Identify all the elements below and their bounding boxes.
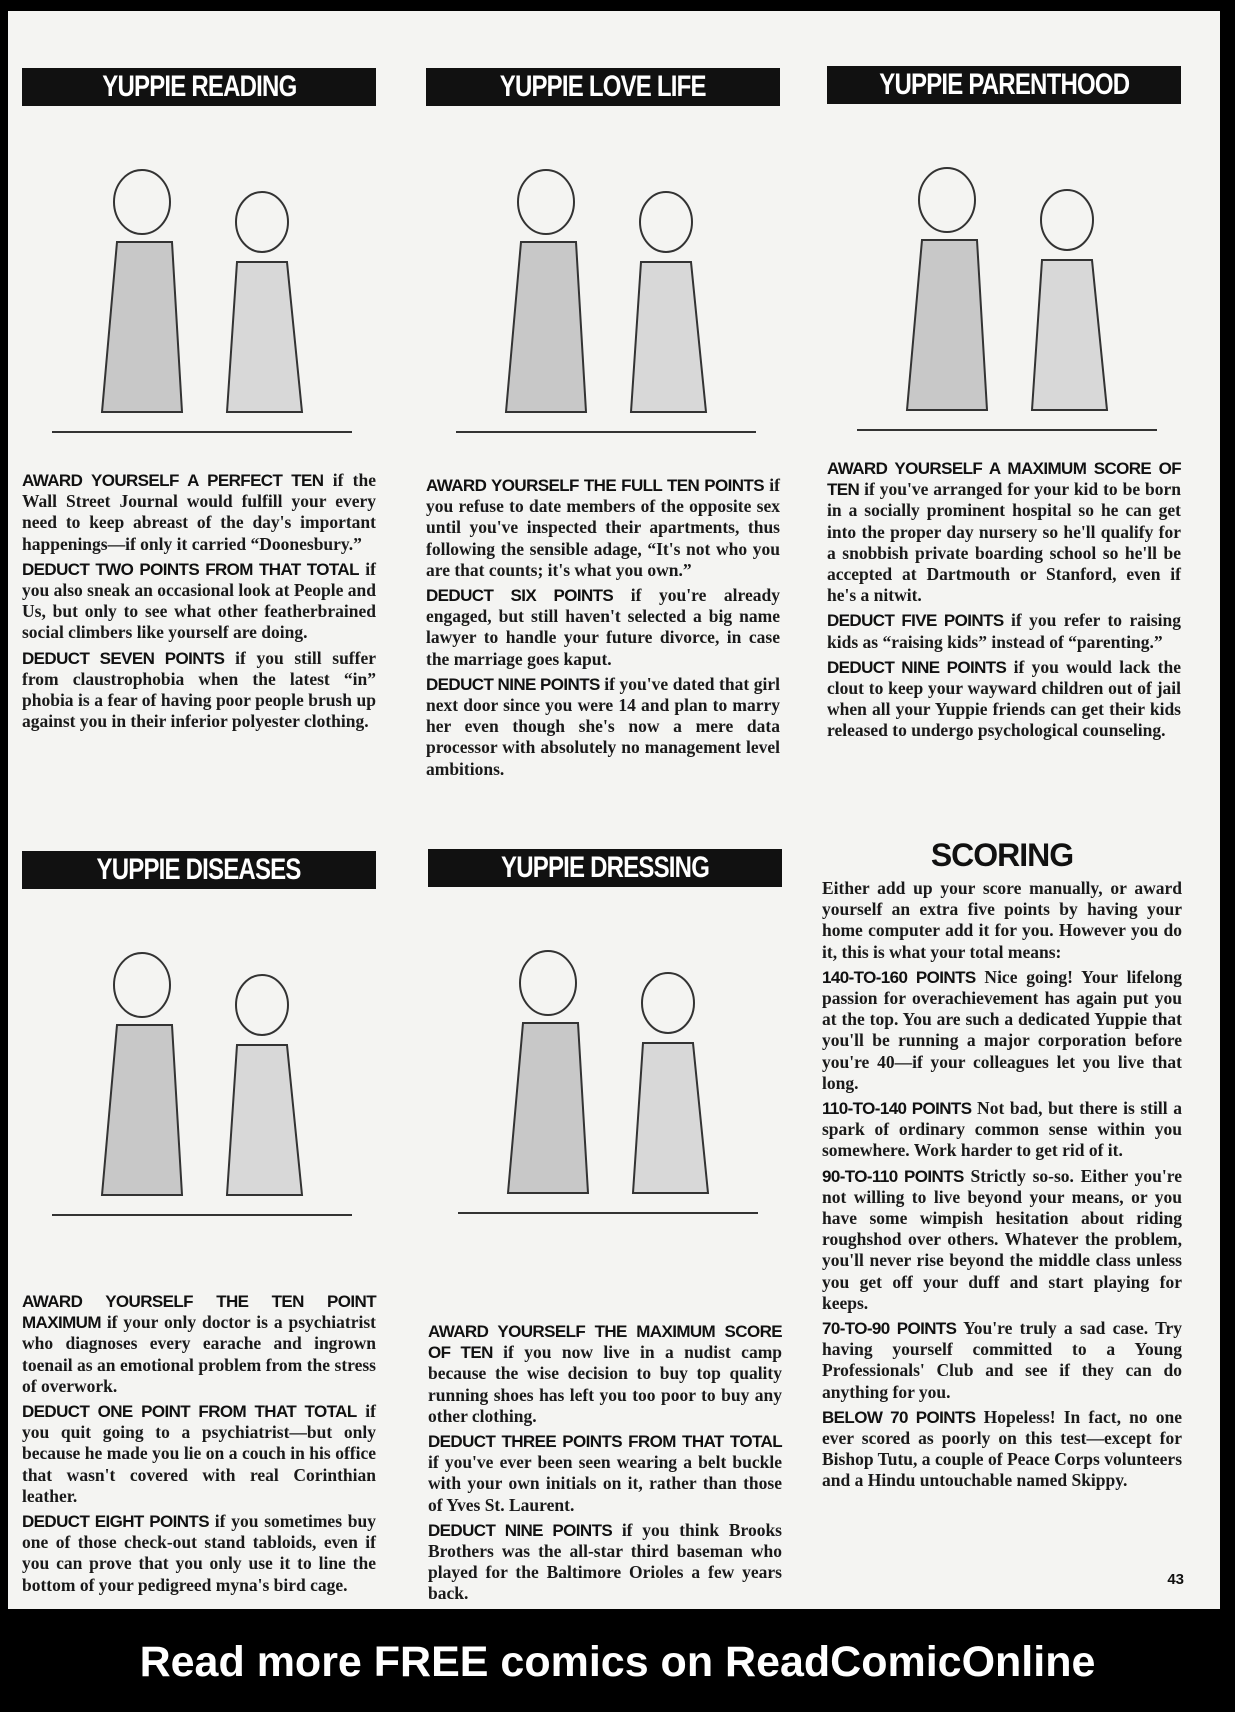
body-text: if you quit going to a psychiatrist—but only because he made you lie on a couch in his office that wasn't covered with real Corinthian leather. (22, 1401, 376, 1506)
paragraph (428, 1520, 782, 1605)
section-text (426, 475, 780, 780)
body-text: if your only doctor is a psychiatrist who diagnoses every earache and ingrown toenail as an emotional problem from the stress of overwork. (22, 1312, 376, 1396)
section-text (827, 458, 1181, 742)
lead-in: DEDUCT NINE POINTS (426, 674, 600, 694)
lead-in: DEDUCT NINE POINTS (428, 1520, 613, 1540)
section-yuppie-dressing (428, 849, 782, 1609)
lead-in: AWARD YOURSELF THE MAXIMUM SCORE OF TEN (428, 1322, 782, 1363)
body-text: You're truly a sad case. Try having yourself committed to a Young Professionals' Club and see if they can do anything for you. (822, 1318, 1183, 1402)
lead-in: DEDUCT SIX POINTS (426, 586, 614, 606)
paragraph (822, 967, 1182, 1094)
lead-in: DEDUCT ONE POINT FROM THAT TOTAL (22, 1402, 357, 1422)
section-header (22, 68, 376, 106)
lead-in: AWARD YOURSELF A MAXIMUM SCORE OF TEN (827, 459, 1181, 500)
scoring-text (822, 878, 1182, 1492)
paragraph (426, 475, 780, 581)
magazine-page (8, 11, 1220, 1609)
paragraph (822, 1318, 1182, 1403)
paragraph (827, 458, 1181, 606)
lead-in: DEDUCT THREE POINTS FROM THAT TOTAL (428, 1432, 782, 1452)
body-text: Nice going! Your lifelong passion for overachievement has again put you at the top. You are such a dedicated Yuppie that you'll be running a major corporation before you're 40—if your colleagues let you live that long. (822, 966, 1182, 1093)
lead-in: 110-TO-140 POINTS (822, 1099, 972, 1119)
body-text: Strictly so-so. Either you're not willing to live beyond your means, or you have some wimpish hesitation about riding roughshod over others. Whatever the problem, you'll never rise beyond the middle class unless you get off your duff and start playing for keeps. (822, 1165, 1182, 1313)
body-text: if you still suffer from claustrophobia when the latest “in” phobia is a fear of having poor people brush up against you in their inferior polyester clothing. (22, 647, 376, 732)
cartoon-illustration (22, 112, 376, 462)
lead-in: DEDUCT TWO POINTS FROM THAT TOTAL (22, 559, 359, 579)
lead-in: DEDUCT NINE POINTS (827, 657, 1007, 677)
section-title: YUPPIE DISEASES (96, 853, 302, 886)
body-text: if you also sneak an occasional look at People and Us, but only to see what other featherbrained social climbers like yourself are doing. (22, 558, 376, 643)
body-text: if you think Brooks Brothers was the all-star third baseman who played for the Baltimore Orioles a few years back. (428, 1519, 782, 1604)
body-text: if you've dated that girl next door since you were 14 and plan to marry her even though she's now a mere data processor with absolutely no management level ambitions. (426, 673, 780, 779)
section-header (426, 68, 780, 106)
lead-in: BELOW 70 POINTS (822, 1407, 976, 1427)
section-yuppie-love-life (426, 68, 780, 784)
body-text: Not bad, but there is still a spark of ordinary common sense within you somewhere. Work harder to get rid of it. (822, 1098, 1182, 1161)
lead-in: AWARD YOURSELF A PERFECT TEN (22, 471, 324, 490)
lead-in: DEDUCT SEVEN POINTS (22, 648, 225, 668)
body-text: if you refuse to date members of the opposite sex until you've inspected their apartments, thus following the sensible adage, “It's not who you are that counts; it's what you own.” (426, 475, 780, 580)
paragraph (428, 1431, 782, 1516)
section-yuppie-parenthood (827, 66, 1181, 746)
lead-in: 90-TO-110 POINTS (822, 1166, 964, 1186)
body-text: Hopeless! In fact, no one ever scored as poorly on this test—except for Bishop Tutu, a couple of Peace Corps volunteers and a Hindu untouchable named Skippy. (822, 1406, 1182, 1491)
paragraph (822, 1098, 1182, 1162)
body-text: if the Wall Street Journal would fulfill your every need to keep abreast of the day's important happenings—if only it carried “Doonesbury.” (22, 470, 376, 554)
paragraph (822, 1166, 1182, 1314)
section-title: YUPPIE DRESSING (500, 851, 710, 884)
section-yuppie-diseases (22, 851, 376, 1600)
section-text (22, 1291, 376, 1596)
body-text: if you've ever been seen wearing a belt buckle with your own initials on it, rather than those of Yves St. Laurent. (428, 1452, 782, 1515)
paragraph (822, 1407, 1182, 1492)
paragraph (22, 1511, 376, 1596)
scoring-intro: Either add up your score manually, or award yourself an extra five points by having your home computer add it for you. However you do it, this is what your total means: (822, 878, 1182, 962)
body-text: if you would lack the clout to keep your wayward children out of jail when all your Yuppie friends can get their kids released to undergo psychological counseling. (827, 656, 1181, 741)
paragraph (22, 470, 376, 555)
section-header (827, 66, 1181, 104)
promo-banner[interactable]: Read more FREE comics on ReadComicOnline (139, 1638, 1096, 1686)
section-title: YUPPIE LOVE LIFE (500, 70, 706, 103)
section-title: YUPPIE READING (101, 70, 297, 103)
lead-in: 70-TO-90 POINTS (822, 1319, 957, 1339)
paragraph (22, 648, 376, 733)
page-number: 43 (1167, 1571, 1184, 1588)
paragraph (827, 657, 1181, 742)
body-text: if you refer to raising kids as “raising kids” instead of “parenting.” (827, 610, 1181, 652)
paragraph (22, 1291, 376, 1397)
section-header (22, 851, 376, 889)
paragraph (22, 559, 376, 644)
paragraph (426, 674, 780, 780)
section-text (22, 470, 376, 732)
cartoon-illustration (426, 112, 780, 467)
lead-in: DEDUCT FIVE POINTS (827, 611, 1004, 631)
section-scoring (822, 837, 1182, 1496)
paragraph (428, 1321, 782, 1427)
paragraph (426, 585, 780, 670)
lead-in: AWARD YOURSELF THE FULL TEN POINTS (426, 476, 764, 495)
lead-in: 140-TO-160 POINTS (822, 967, 976, 987)
paragraph (827, 610, 1181, 652)
section-title: YUPPIE PARENTHOOD (879, 68, 1129, 101)
body-text: if you've arranged for your kid to be born in a socially prominent hospital so he can get into the proper day nursery so he'll qualify for a snobbish private boarding school so he'll be accepted at Dartmouth or Stanford, even if he's a nitwit. (827, 479, 1181, 606)
cartoon-illustration (827, 110, 1181, 450)
scoring-title: SCORING (930, 837, 1074, 873)
section-text (428, 1321, 782, 1605)
lead-in: DEDUCT EIGHT POINTS (22, 1512, 209, 1532)
section-yuppie-reading (22, 68, 376, 736)
lead-in: AWARD YOURSELF THE TEN POINT MAXIMUM (22, 1292, 376, 1333)
body-text: if you sometimes buy one of those check-out stand tabloids, even if you can prove that you only use it to line the bottom of your pedigreed myna's bird cage. (22, 1511, 377, 1595)
body-text: if you now live in a nudist camp because the wise decision to buy top quality running shoes has left you too poor to buy any other clothing. (428, 1342, 783, 1426)
cartoon-illustration (428, 893, 782, 1313)
paragraph (22, 1401, 376, 1507)
body-text: if you're already engaged, but still haven't selected a big name lawyer to handle your future divorce, in case the marriage goes kaput. (426, 585, 780, 669)
section-header (428, 849, 782, 887)
cartoon-illustration (22, 895, 376, 1283)
